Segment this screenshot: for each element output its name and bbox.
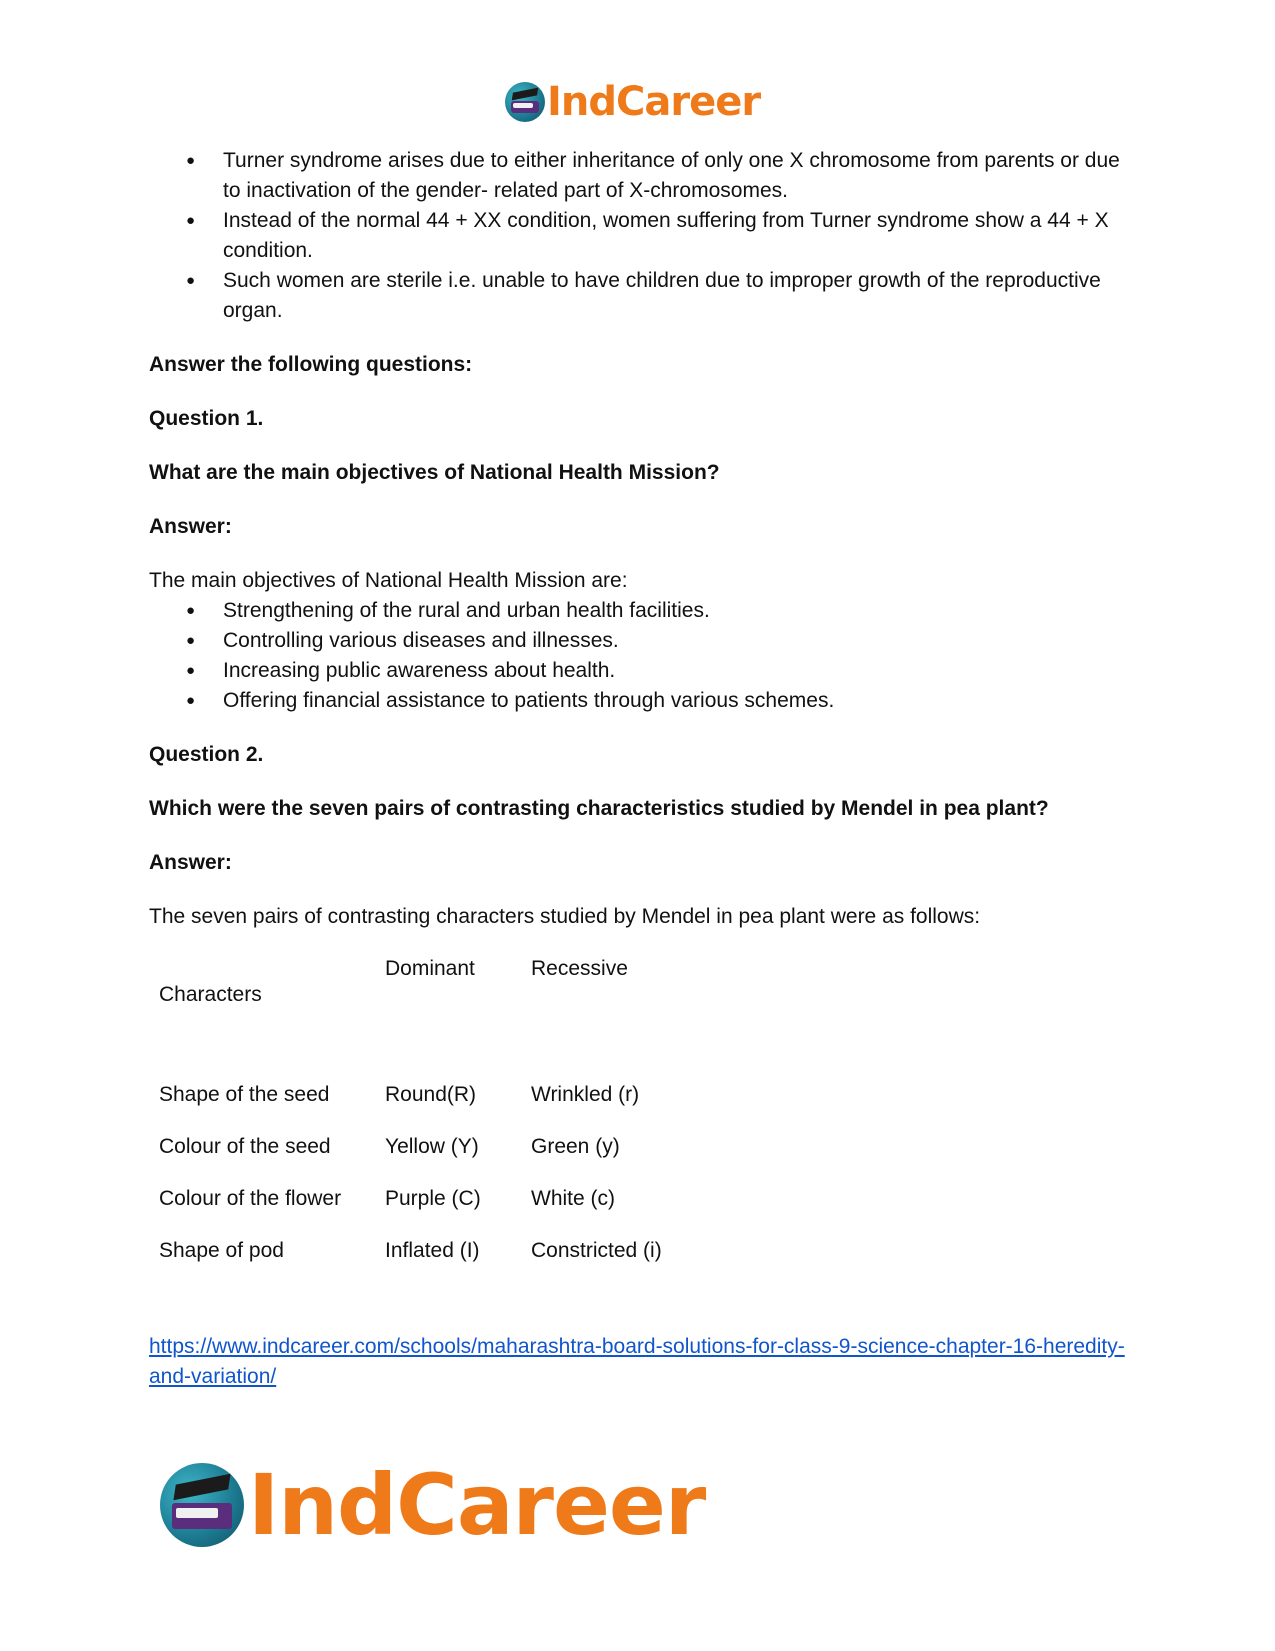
table-cell: Yellow (Y) — [385, 1135, 479, 1158]
table-cell: Colour of the seed — [159, 1135, 331, 1158]
list-item: ● Strengthening of the rural and urban health facilities. — [149, 596, 1129, 626]
table-row — [149, 1236, 701, 1288]
answer-1-intro: The main objectives of National Health Mission are: — [149, 569, 628, 592]
table-cell: Shape of the seed — [159, 1083, 330, 1106]
list-item: ● Turner syndrome arises due to either inheritance of only one X chromosome from parents or due to inactivation of the gender- related part of X-chromosomes. — [149, 146, 1129, 206]
table-header-cell: Dominant — [385, 957, 475, 980]
answer-2-label: Answer: — [149, 851, 232, 874]
answer-1-label: Answer: — [149, 515, 232, 538]
list-item: ● Such women are sterile i.e. unable to have children due to improper growth of the reproductive organ. — [149, 266, 1129, 326]
table-row — [149, 1132, 701, 1184]
table-header-cell: Characters — [159, 983, 262, 1006]
question-1-label: Question 1. — [149, 407, 264, 430]
table-header-cell: Recessive — [531, 957, 628, 980]
question-2-text: Which were the seven pairs of contrasting characteristics studied by Mendel in pea plant? — [149, 797, 1049, 820]
list-item: ● Increasing public awareness about health. — [149, 656, 1129, 686]
table-cell: Constricted (i) — [531, 1239, 662, 1262]
table-cell: White (c) — [531, 1187, 615, 1210]
table-cell: Wrinkled (r) — [531, 1083, 640, 1106]
list-item: ● Instead of the normal 44 + XX condition, women suffering from Turner syndrome show a 44 + X condition. — [149, 206, 1129, 266]
table-cell: Purple (C) — [385, 1187, 481, 1210]
intro-bullet-list — [149, 146, 1129, 326]
table-row — [149, 1080, 701, 1132]
source-link[interactable]: https://www.indcareer.com/schools/maharashtra-board-solutions-for-class-9-science-chapter-16-heredity-and-variation/ — [149, 1335, 1125, 1388]
logo-wordmark: IndCareer — [248, 1456, 706, 1554]
logo-wordmark: IndCareer — [547, 79, 761, 125]
table-cell: Inflated (I) — [385, 1239, 480, 1262]
list-item: ● Offering financial assistance to patients through various schemes. — [149, 686, 1129, 716]
header-logo — [505, 80, 760, 124]
table-header-row — [149, 954, 701, 1080]
question-2-label: Question 2. — [149, 743, 264, 766]
table-cell: Colour of the flower — [159, 1187, 342, 1210]
table-cell: Round(R) — [385, 1083, 477, 1106]
table-row — [149, 1184, 701, 1236]
list-item: ● Controlling various diseases and illnesses. — [149, 626, 1129, 656]
question-1-text: What are the main objectives of National Health Mission? — [149, 461, 720, 484]
graduation-cap-globe-icon — [160, 1463, 244, 1547]
table-cell: Shape of pod — [159, 1239, 284, 1262]
section-heading: Answer the following questions: — [149, 353, 473, 376]
table-cell: Green (y) — [531, 1135, 620, 1158]
document-body — [149, 146, 1129, 1392]
mendel-traits-table — [149, 954, 701, 1288]
footer-logo — [160, 1456, 706, 1554]
graduation-cap-globe-icon — [505, 82, 545, 122]
answer-1-bullet-list — [149, 596, 1129, 716]
answer-2-intro: The seven pairs of contrasting characters studied by Mendel in pea plant were as follows: — [149, 905, 981, 928]
